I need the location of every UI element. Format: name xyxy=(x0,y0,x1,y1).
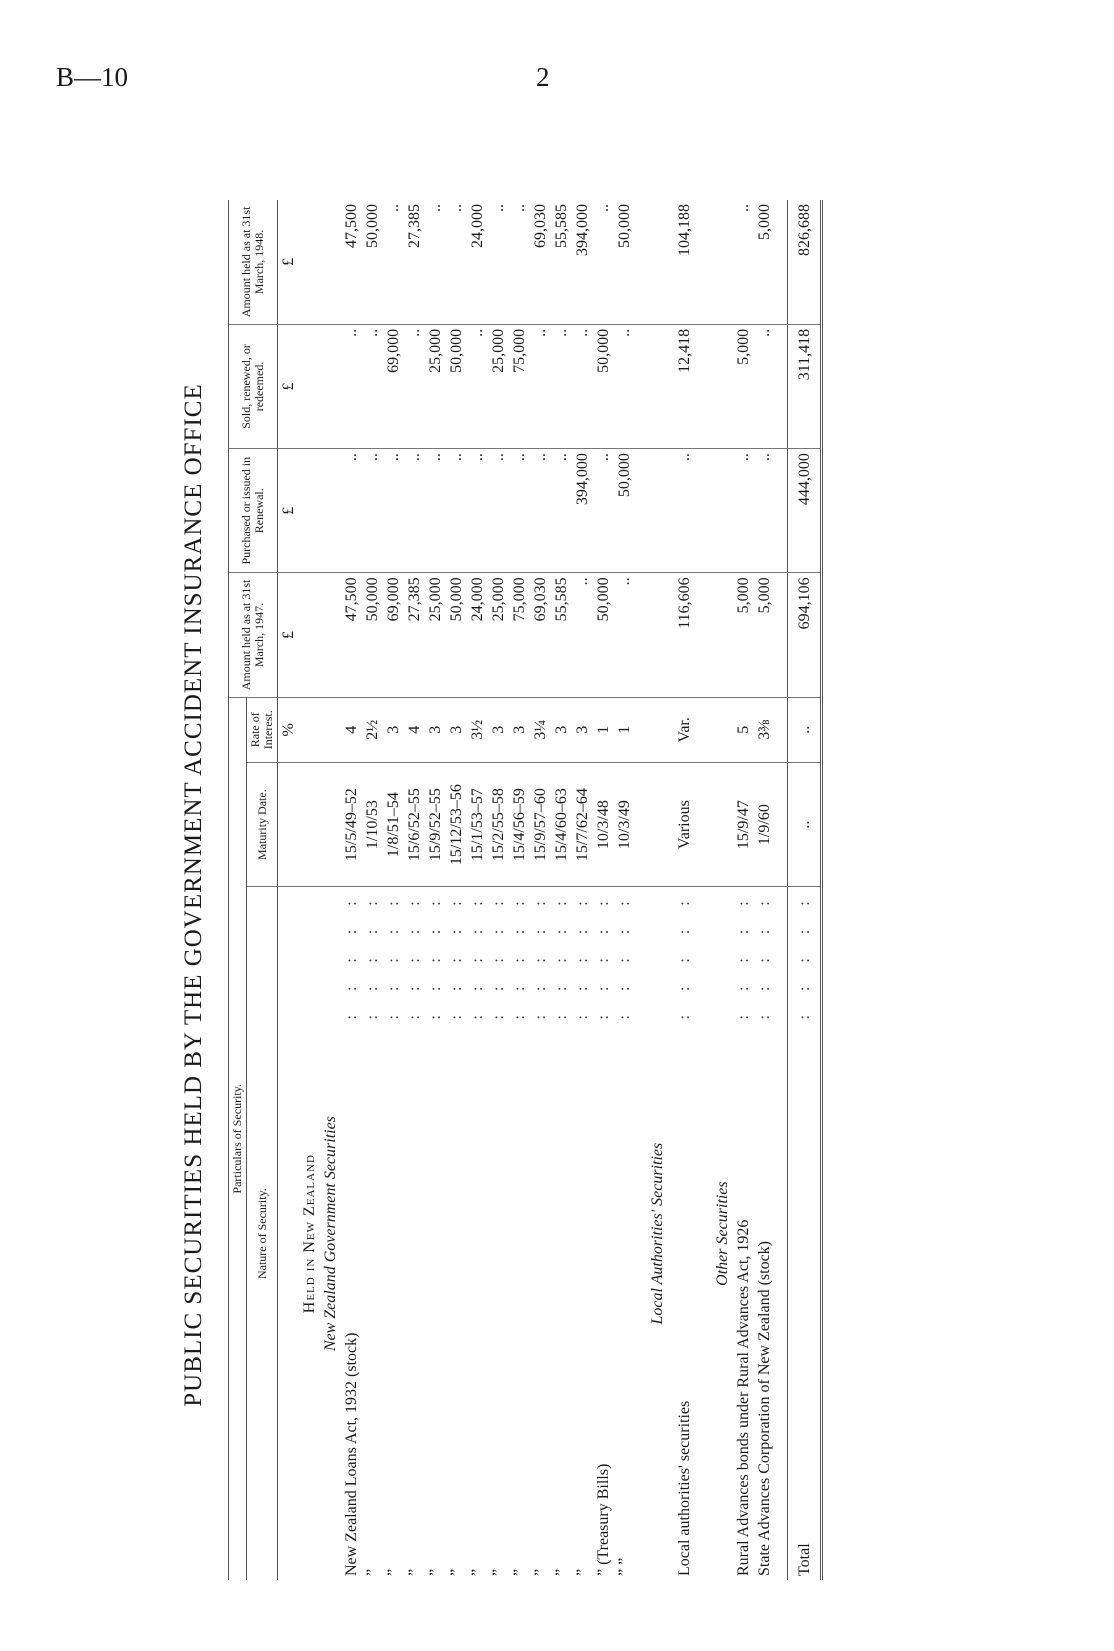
table-row xyxy=(341,200,362,1580)
held-1948-cell: 50,000 xyxy=(362,200,383,324)
purchased-cell: .. xyxy=(446,449,467,573)
unit-percent: % xyxy=(278,697,300,762)
purchased-cell: .. xyxy=(404,449,425,573)
header-held-1948: Amount held as at 31st March, 1948. xyxy=(229,200,278,324)
maturity-cell: 10/3/49 xyxy=(614,762,635,886)
maturity-cell: 15/5/49–52 xyxy=(341,762,362,886)
sold-cell: 50,000 xyxy=(593,324,614,448)
held-1947-cell: 50,000 xyxy=(446,573,467,697)
header-sold: Sold, renewed, or redeemed. xyxy=(229,324,278,448)
held-1948-cell: 394,000 xyxy=(572,200,593,324)
table-row xyxy=(509,200,530,1580)
held-1948-cell: .. xyxy=(509,200,530,324)
maturity-cell: 1/8/51–54 xyxy=(383,762,404,886)
section-heading xyxy=(647,200,668,1580)
held-1948-cell: 69,030 xyxy=(530,200,551,324)
nature-cell xyxy=(341,887,362,1580)
sold-cell: .. xyxy=(467,324,488,448)
maturity-cell: 15/9/52–55 xyxy=(425,762,446,886)
nature-cell xyxy=(572,887,593,1580)
nature-cell xyxy=(404,887,425,1580)
unit-pound: £ xyxy=(278,324,300,448)
nature-text: ” xyxy=(511,1568,528,1576)
sold-cell: .. xyxy=(530,324,551,448)
rate-cell: 3 xyxy=(446,697,467,762)
nature-cell xyxy=(383,887,404,1580)
maturity-cell: .. xyxy=(788,762,822,886)
sold-cell: .. xyxy=(572,324,593,448)
sold-cell: 12,418 xyxy=(668,324,700,448)
held-1947-cell: 5,000 xyxy=(733,573,754,697)
spacer-row xyxy=(775,200,788,1580)
held-1947-cell: 25,000 xyxy=(425,573,446,697)
held-1948-cell: 826,688 xyxy=(788,200,822,324)
nature-cell xyxy=(362,887,383,1580)
rate-cell: 3⅜ xyxy=(754,697,775,762)
table-row xyxy=(593,200,614,1580)
nature-text: ” xyxy=(532,1568,549,1576)
nature-cell xyxy=(788,887,822,1580)
purchased-cell: .. xyxy=(754,449,775,573)
purchased-cell: 394,000 xyxy=(572,449,593,573)
section-title: Local Authorities' Securities xyxy=(649,1142,666,1325)
section-title: Other Securities xyxy=(714,1181,731,1286)
rate-cell: 4 xyxy=(404,697,425,762)
nature-cell xyxy=(488,887,509,1580)
rate-cell: 3 xyxy=(383,697,404,762)
held-1948-cell: .. xyxy=(446,200,467,324)
header-maturity: Maturity Date. xyxy=(247,762,278,886)
leader-dots: : : : : : xyxy=(343,891,360,1020)
nature-cell xyxy=(467,887,488,1580)
maturity-cell: 15/1/53–57 xyxy=(467,762,488,886)
nature-cell xyxy=(668,887,700,1580)
nature-cell xyxy=(733,887,754,1580)
held-1947-cell: 116,606 xyxy=(668,573,700,697)
nature-text: ” xyxy=(385,1568,402,1576)
sold-cell: .. xyxy=(754,324,775,448)
nature-text: ” xyxy=(364,1568,381,1576)
held-1947-cell: 24,000 xyxy=(467,573,488,697)
unit-pound: £ xyxy=(278,573,300,697)
held-1948-cell: .. xyxy=(733,200,754,324)
rate-cell: Var. xyxy=(668,697,700,762)
held-1947-cell: .. xyxy=(614,573,635,697)
table-row xyxy=(668,200,700,1580)
nature-text: ” xyxy=(553,1568,570,1576)
sold-cell: .. xyxy=(614,324,635,448)
leader-dots: : : : : : xyxy=(675,891,693,1020)
sold-cell: 75,000 xyxy=(509,324,530,448)
maturity-cell: 1/9/60 xyxy=(754,762,775,886)
leader-dots: : : : : : xyxy=(616,891,633,1020)
purchased-cell: 444,000 xyxy=(788,449,822,573)
sold-cell: .. xyxy=(362,324,383,448)
held-1947-cell: 25,000 xyxy=(488,573,509,697)
rate-cell: 3¼ xyxy=(530,697,551,762)
maturity-cell: 1/10/53 xyxy=(362,762,383,886)
held-1947-cell: .. xyxy=(572,573,593,697)
header-purchased: Purchased or issued in Renewal. xyxy=(229,449,278,573)
held-1947-cell: 5,000 xyxy=(754,573,775,697)
section-heading xyxy=(299,200,320,1580)
purchased-cell: .. xyxy=(668,449,700,573)
leader-dots: : : : : : xyxy=(756,891,773,1020)
held-1947-cell: 69,000 xyxy=(383,573,404,697)
purchased-cell: .. xyxy=(488,449,509,573)
sold-cell: 50,000 xyxy=(446,324,467,448)
nature-text: ” xyxy=(469,1568,486,1576)
purchased-cell: .. xyxy=(341,449,362,573)
table-row xyxy=(754,200,775,1580)
purchased-cell: .. xyxy=(593,449,614,573)
held-1948-cell: 27,385 xyxy=(404,200,425,324)
leader-dots: : : : : : xyxy=(427,891,444,1020)
held-1948-cell: 104,188 xyxy=(668,200,700,324)
rate-cell: 1 xyxy=(593,697,614,762)
nature-text: State Advances Corporation of New Zealand (stock) xyxy=(756,1240,773,1576)
purchased-cell: .. xyxy=(509,449,530,573)
leader-dots: : : : : : xyxy=(406,891,423,1020)
held-1947-cell: 69,030 xyxy=(530,573,551,697)
rate-cell: 3 xyxy=(551,697,572,762)
header-held-1947: Amount held as at 31st March, 1947. xyxy=(229,573,278,697)
held-1947-cell: 55,585 xyxy=(551,573,572,697)
table-row xyxy=(383,200,404,1580)
sold-cell: 25,000 xyxy=(488,324,509,448)
total-row xyxy=(788,200,822,1580)
leader-dots: : : : : : xyxy=(595,891,612,1020)
section-heading xyxy=(712,200,733,1580)
rate-cell: 2½ xyxy=(362,697,383,762)
leader-dots: : : : : : xyxy=(795,891,813,1020)
maturity-cell: 15/6/52–55 xyxy=(404,762,425,886)
leader-dots: : : : : : xyxy=(469,891,486,1020)
leader-dots: : : : : : xyxy=(364,891,381,1020)
nature-cell xyxy=(530,887,551,1580)
nature-text: ” ” xyxy=(616,1557,633,1576)
header-rate: Rate of Interest. xyxy=(247,697,278,762)
leader-dots: : : : : : xyxy=(532,891,549,1020)
nature-text: New Zealand Loans Act, 1932 (stock) xyxy=(343,1332,360,1576)
leader-dots: : : : : : xyxy=(574,891,591,1020)
sold-cell: .. xyxy=(551,324,572,448)
nature-cell xyxy=(551,887,572,1580)
purchased-cell: .. xyxy=(551,449,572,573)
nature-cell xyxy=(754,887,775,1580)
rate-cell: 5 xyxy=(733,697,754,762)
nature-cell xyxy=(509,887,530,1580)
held-1947-cell: 694,106 xyxy=(788,573,822,697)
sold-cell: 69,000 xyxy=(383,324,404,448)
header-nature: Nature of Security. xyxy=(247,887,278,1580)
nature-text: ” xyxy=(574,1568,591,1576)
maturity-cell: 15/9/47 xyxy=(733,762,754,886)
section-held-in-nz: Held in New Zealand xyxy=(301,1154,318,1314)
held-1947-cell: 50,000 xyxy=(362,573,383,697)
page-title: PUBLIC SECURITIES HELD BY THE GOVERNMENT ACCIDENT INSURANCE OFFICE xyxy=(180,383,207,1407)
table-body xyxy=(278,200,822,1580)
table-row xyxy=(614,200,635,1580)
held-1948-cell: .. xyxy=(383,200,404,324)
unit-pound: £ xyxy=(278,449,300,573)
sold-cell: 5,000 xyxy=(733,324,754,448)
rate-cell: 3 xyxy=(572,697,593,762)
maturity-cell: 15/4/60–63 xyxy=(551,762,572,886)
spacer-row xyxy=(635,200,647,1580)
held-1947-cell: 50,000 xyxy=(593,573,614,697)
nature-text: Local authorities' securities xyxy=(675,1400,693,1576)
nature-text: Total xyxy=(795,1543,813,1576)
nature-text: ” xyxy=(427,1568,444,1576)
table-row xyxy=(404,200,425,1580)
nature-text: Rural Advances bonds under Rural Advances Act, 1926 xyxy=(735,1219,752,1576)
held-1947-cell: 47,500 xyxy=(341,573,362,697)
header-particulars: Particulars of Security. xyxy=(229,697,247,1580)
table-row xyxy=(425,200,446,1580)
held-1947-cell: 27,385 xyxy=(404,573,425,697)
sold-cell: .. xyxy=(404,324,425,448)
nature-cell xyxy=(446,887,467,1580)
leader-dots: : : : : : xyxy=(511,891,528,1020)
rate-cell: 1 xyxy=(614,697,635,762)
section-nz-govt: New Zealand Government Securities xyxy=(322,1116,339,1352)
rate-cell: 3½ xyxy=(467,697,488,762)
maturity-cell: 10/3/48 xyxy=(593,762,614,886)
maturity-cell: 15/12/53–56 xyxy=(446,762,467,886)
nature-text: ” xyxy=(448,1568,465,1576)
held-1948-cell: 47,500 xyxy=(341,200,362,324)
purchased-cell: .. xyxy=(362,449,383,573)
purchased-cell: .. xyxy=(467,449,488,573)
purchased-cell: .. xyxy=(425,449,446,573)
leader-dots: : : : : : xyxy=(735,891,752,1020)
nature-cell xyxy=(614,887,635,1580)
held-1947-cell: 75,000 xyxy=(509,573,530,697)
rate-cell: 3 xyxy=(425,697,446,762)
rate-cell: 3 xyxy=(488,697,509,762)
maturity-cell: Various xyxy=(668,762,700,886)
leader-dots: : : : : : xyxy=(385,891,402,1020)
nature-cell xyxy=(593,887,614,1580)
securities-table xyxy=(228,200,823,1580)
table-row xyxy=(467,200,488,1580)
nature-text: ” xyxy=(490,1568,507,1576)
maturity-cell: 15/4/56–59 xyxy=(509,762,530,886)
spacer-row xyxy=(700,200,712,1580)
held-1948-cell: 50,000 xyxy=(614,200,635,324)
rotated-table-area xyxy=(170,80,910,1590)
page-id: B—10 xyxy=(56,62,129,92)
leader-dots: : : : : : xyxy=(553,891,570,1020)
unit-pound: £ xyxy=(278,200,300,324)
section-heading xyxy=(320,200,341,1580)
leader-dots: : : : : : xyxy=(448,891,465,1020)
held-1948-cell: .. xyxy=(593,200,614,324)
purchased-cell: 50,000 xyxy=(614,449,635,573)
leader-dots: : : : : : xyxy=(490,891,507,1020)
units-row xyxy=(278,200,300,1580)
nature-text: ” (Treasury Bills) xyxy=(595,1463,612,1576)
maturity-cell: 15/9/57–60 xyxy=(530,762,551,886)
table-row xyxy=(488,200,509,1580)
table-row xyxy=(530,200,551,1580)
maturity-cell: 15/7/62–64 xyxy=(572,762,593,886)
rate-cell: 3 xyxy=(509,697,530,762)
maturity-cell: 15/2/55–58 xyxy=(488,762,509,886)
table-row xyxy=(572,200,593,1580)
held-1948-cell: 24,000 xyxy=(467,200,488,324)
rate-cell: 4 xyxy=(341,697,362,762)
nature-text: ” xyxy=(406,1568,423,1576)
nature-cell xyxy=(425,887,446,1580)
table-row xyxy=(551,200,572,1580)
rate-cell: .. xyxy=(788,697,822,762)
held-1948-cell: .. xyxy=(488,200,509,324)
page-number: 2 xyxy=(536,62,550,92)
held-1948-cell: 5,000 xyxy=(754,200,775,324)
purchased-cell: .. xyxy=(383,449,404,573)
sold-cell: 311,418 xyxy=(788,324,822,448)
table-row xyxy=(446,200,467,1580)
purchased-cell: .. xyxy=(530,449,551,573)
sold-cell: 25,000 xyxy=(425,324,446,448)
held-1948-cell: .. xyxy=(425,200,446,324)
sold-cell: .. xyxy=(341,324,362,448)
table-row xyxy=(362,200,383,1580)
purchased-cell: .. xyxy=(733,449,754,573)
held-1948-cell: 55,585 xyxy=(551,200,572,324)
table-row xyxy=(733,200,754,1580)
